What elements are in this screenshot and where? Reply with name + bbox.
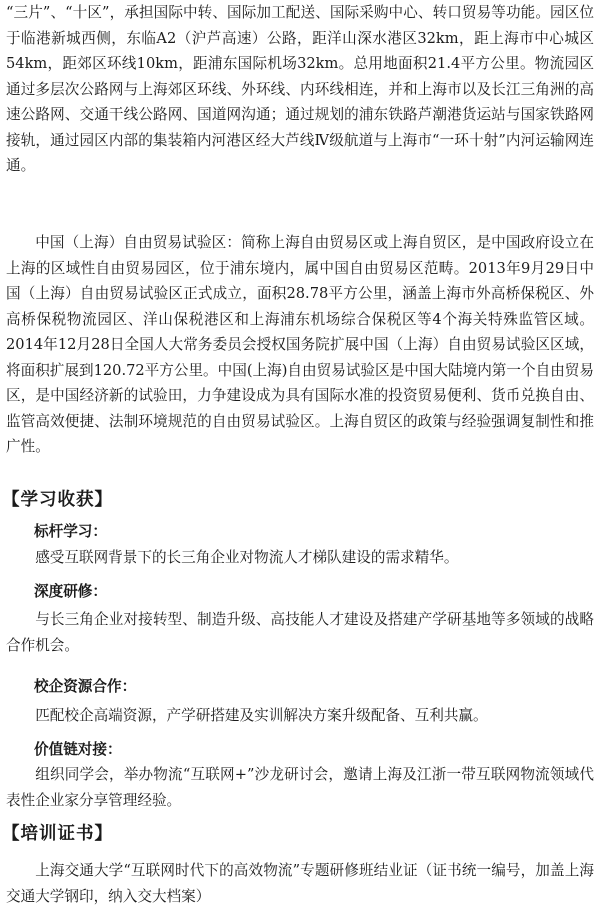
intro-paragraph: “三片”、“十区”，承担国际中转、国际加工配送、国际采购中心、转口贸易等功能。园区位于临港新城西侧，东临A2（沪芦高速）公路，距洋山深水港区32km，距上海市中心城区54km，距郊区环线10km，距浦东国际机场32km。总用地面积21.4平方公里。物流园区通过多层次公路网与上海郊区环线、外环线、内环线相连，并和上海市以及长江三角洲的高速公路网、交通干线公路网、国道网沟通；通过规划的浦东铁路芦潮港货运站与国家铁路网接轨，通过园区内部的集装箱内河港区经大芦线Ⅳ级航道与上海市“一环十射”内河运输网连通。 <box>6 4 594 174</box>
learning-item-text: 组织同学会，举办物流“互联网+”沙龙研讨会，邀请上海及江浙一带互联网物流领域代表性企业家分享管理经验。 <box>6 766 594 809</box>
learning-item-title: 深度研修： <box>34 583 107 600</box>
learning-item-text: 匹配校企高端资源，产学研搭建及实训解决方案升级配备、互利共赢。 <box>35 707 488 724</box>
learning-section-heading: 【学习收获】 <box>2 490 113 510</box>
learning-item-text: 感受互联网背景下的长三角企业对物流人才梯队建设的需求精华。 <box>35 549 459 566</box>
learning-item-title: 标杆学习： <box>34 523 107 540</box>
certificate-text: 上海交通大学“互联网时代下的高效物流”专题研修班结业证（证书统一编号，加盖上海交通大学钢印，纳入交大档案） <box>6 862 594 905</box>
ftz-paragraph: 中国（上海）自由贸易试验区：简称上海自由贸易区或上海自贸区，是中国政府设立在上海的区域性自由贸易园区，位于浦东境内，属中国自由贸易区范畴。2013年9月29日中国（上海）自由贸易试验区正式成立，面积28.78平方公里，涵盖上海市外高桥保税区、外高桥保税物流园区、洋山保税港区和上海浦东机场综合保税区等4个海关特殊监管区域。2014年12月28日全国人大常务委员会授权国务院扩展中国（上海）自由贸易试验区区域，将面积扩展到120.72平方公里。中国(上海)自由贸易试验区是中国大陆境内第一个自由贸易区，是中国经济新的试验田，力争建设成为具有国际水准的投资贸易便利、货币兑换自由、监管高效便捷、法制环境规范的自由贸易试验区。上海自贸区的政策与经验强调复制性和推广性。 <box>6 234 594 455</box>
certificate-section-heading: 【培训证书】 <box>2 824 113 844</box>
learning-item-title: 价值链对接： <box>34 741 122 758</box>
learning-item-title: 校企资源合作： <box>34 678 137 695</box>
learning-item-text: 与长三角企业对接转型、制造升级、高技能人才建设及搭建产学研基地等多领域的战略合作机会。 <box>6 611 594 654</box>
